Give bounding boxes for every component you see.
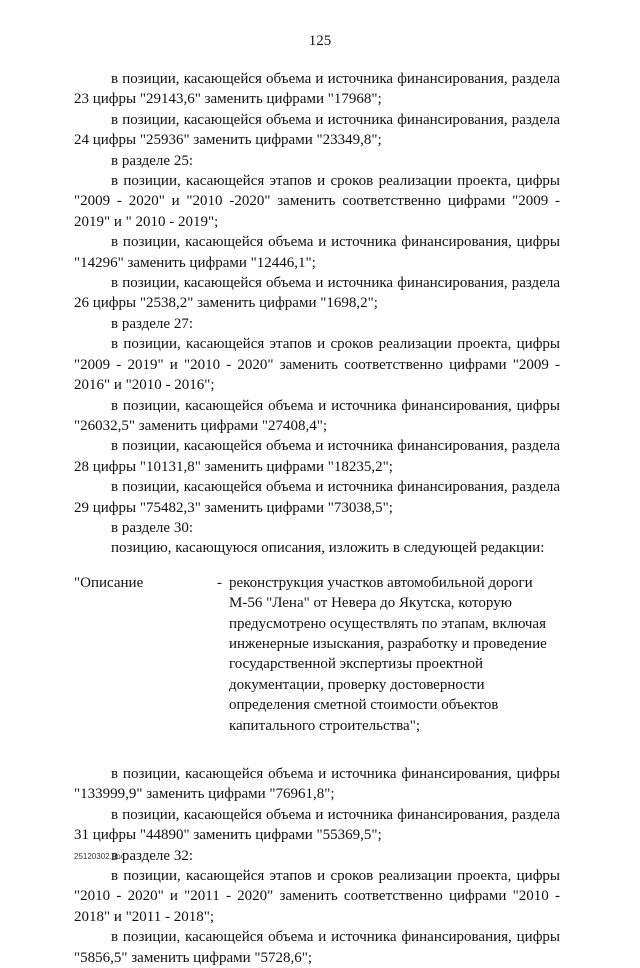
paragraph: в разделе 32:	[111, 847, 193, 864]
description-text: реконструкция участков автомобильной дороги М-56 "Лена" от Невера до Якутска, которую предусмотрено осуществлять по этапам, включая инженерные изыскания, разработку и проведение государственной экспертизы проектной документации, проверку достоверности определения сметной стоимости объектов капитального строительства";	[229, 574, 547, 734]
paragraph: в позиции, касающейся этапов и сроков реализации проекта, цифры "2009 - 2020" и "2010 -2020" заменить соответственно цифрами "2009 - 2019" и " 2010 - 2019";	[74, 173, 560, 230]
paragraph: в позиции, касающейся объема и источника финансирования, раздела 31 цифры "44890" заменить цифрами "55369,5";	[74, 806, 560, 844]
document-body	[74, 69, 560, 968]
paragraph: в позиции, касающейся этапов и сроков реализации проекта, цифры "2009 - 2019" и "2010 - 2020" заменить соответственно цифрами "2009 - 2016" и "2010 - 2016";	[74, 336, 560, 394]
paragraph: в позиции, касающейся объема и источника финансирования, раздела 26 цифры "2538,2" заменить цифрами "1698,2";	[74, 275, 560, 312]
paragraph: в позиции, касающейся объема и источника финансирования, раздела 24 цифры "25936" заменить цифрами "23349,8";	[74, 111, 560, 149]
paragraph: в разделе 30:	[111, 519, 193, 536]
paragraph: в позиции, касающейся объема и источника финансирования, цифры "133999,9" заменить цифрами "76961,8";	[74, 766, 560, 803]
paragraph: в позиции, касающейся объема и источника финансирования, цифры "5856,5" заменить цифрами "5728,6";	[74, 929, 560, 966]
paragraph-group-bottom	[74, 764, 560, 968]
paragraph-group-top	[74, 69, 560, 559]
paragraph: позицию, касающуюся описания, изложить в следующей редакции:	[111, 540, 545, 557]
description-dash: -	[217, 574, 222, 591]
paragraph: в позиции, касающейся объема и источника финансирования, раздела 28 цифры "10131,8" заменить цифрами "18235,2";	[74, 438, 560, 475]
paragraph: в позиции, касающейся объема и источника финансирования, раздела 23 цифры "29143,6" заменить цифрами "17968";	[74, 71, 560, 108]
paragraph: в разделе 27:	[111, 315, 193, 332]
paragraph: в позиции, касающейся объема и источника финансирования, цифры "26032,5" заменить цифрами "27408,4";	[74, 397, 560, 434]
description-label: "Описание	[74, 574, 144, 591]
paragraph: в позиции, касающейся объема и источника финансирования, раздела 29 цифры "75482,3" заменить цифрами "73038,5";	[74, 479, 560, 516]
file-name-footer: 25120302.doc	[74, 852, 125, 861]
description-block	[74, 573, 560, 736]
paragraph: в разделе 25:	[111, 152, 193, 169]
paragraph: в позиции, касающейся этапов и сроков реализации проекта, цифры "2010 - 2020" и "2011 - 2020" заменить соответственно цифрами "2010 - 2018" и "2011 - 2018";	[74, 868, 560, 925]
paragraph: в позиции, касающейся объема и источника финансирования, цифры "14296" заменить цифрами "12446,1";	[74, 234, 560, 271]
page-number: 125	[308, 33, 332, 49]
